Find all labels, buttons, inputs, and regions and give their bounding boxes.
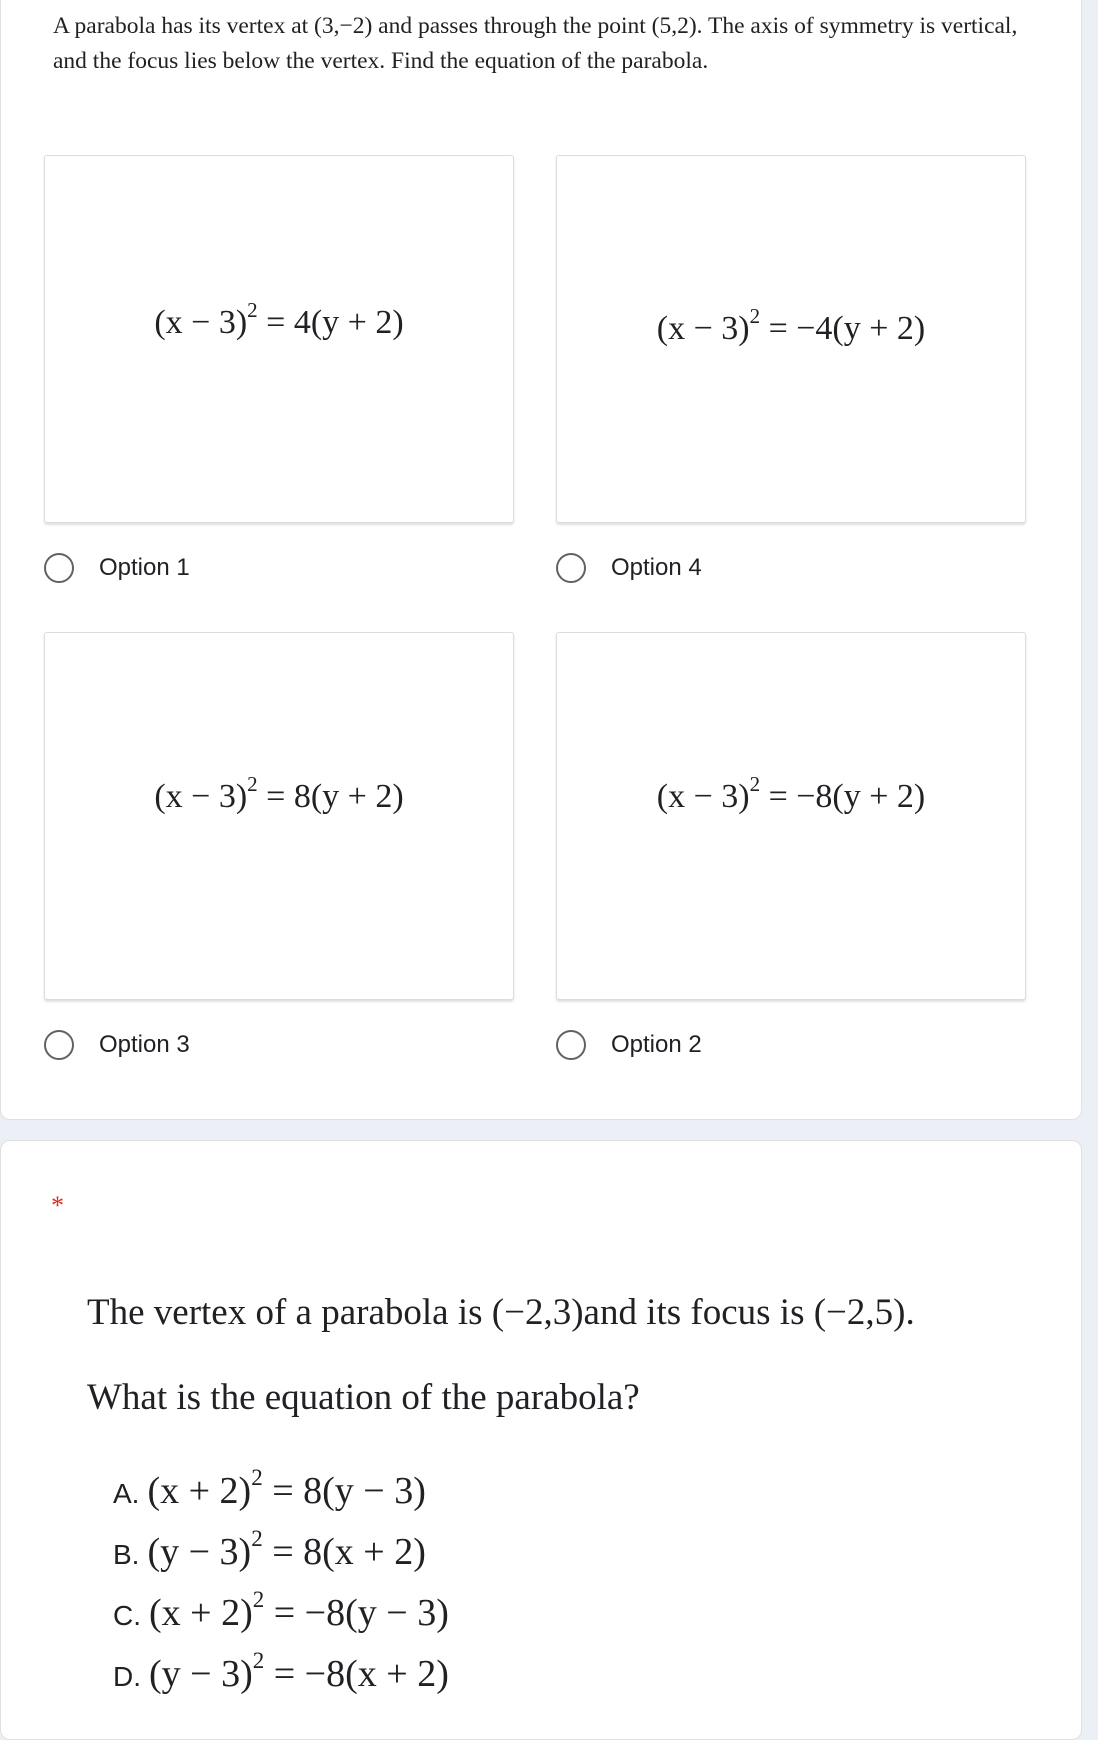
option-label: Option 3 [99, 1031, 190, 1058]
choice-equation: $(x + 2)^2 = -8(y - 3)$ [149, 1587, 449, 1634]
option-1-radio-row[interactable] [44, 553, 190, 583]
choice-equation: $(x + 2)^2 = 8(y - 3)$ [147, 1465, 426, 1512]
option-equation: $(x - 3)^2 = -8(y + 2)$ [656, 771, 926, 815]
option-image-4[interactable] [556, 155, 1026, 523]
option-image-1[interactable] [44, 155, 514, 523]
focus-point: (−2,5) [813, 1292, 906, 1333]
option-image-2[interactable] [556, 632, 1026, 1000]
choice-letter: B. [113, 1539, 140, 1570]
option-equation: $(x - 3)^2 = 4(y + 2)$ [154, 297, 404, 341]
radio-button[interactable] [44, 1030, 74, 1060]
option-equation: $(x - 3)^2 = -4(y + 2)$ [656, 303, 926, 347]
choice-equation: $(y - 3)^2 = -8(x + 2)$ [149, 1648, 449, 1695]
option-4-radio-row[interactable] [556, 553, 702, 583]
radio-button[interactable] [44, 553, 74, 583]
option-label: Option 2 [611, 1031, 702, 1058]
radio-button[interactable] [556, 553, 586, 583]
choice-letter: C. [113, 1600, 141, 1631]
option-label: Option 1 [99, 554, 190, 581]
answer-choice-a [113, 1465, 426, 1513]
answer-choice-d [113, 1648, 449, 1696]
question-2-line-2: What is the equation of the parabola? [87, 1377, 640, 1418]
answer-choice-b [113, 1526, 426, 1574]
question-2-line-1: The vertex of a parabola is (−2,3)and its focus is (−2,5). [87, 1292, 915, 1333]
question-card-2 [0, 1140, 1082, 1740]
answer-choice-c [113, 1587, 449, 1635]
choice-equation: $(y - 3)^2 = 8(x + 2)$ [147, 1526, 426, 1573]
vertex-point: (−2,3) [491, 1292, 584, 1333]
choice-letter: A. [113, 1478, 140, 1509]
option-image-3[interactable] [44, 632, 514, 1000]
required-marker: * [51, 1191, 64, 1220]
choice-letter: D. [113, 1661, 141, 1692]
option-2-radio-row[interactable] [556, 1030, 702, 1060]
option-label: Option 4 [611, 554, 702, 581]
question-1-text: A parabola has its vertex at (3,−2) and passes through the point (5,2). The axis of symmetry is vertical, and the focus lies below the vertex. Find the equation of the parabola. [53, 13, 1018, 74]
radio-button[interactable] [556, 1030, 586, 1060]
option-3-radio-row[interactable] [44, 1030, 190, 1060]
option-equation: $(x - 3)^2 = 8(y + 2)$ [154, 771, 404, 815]
